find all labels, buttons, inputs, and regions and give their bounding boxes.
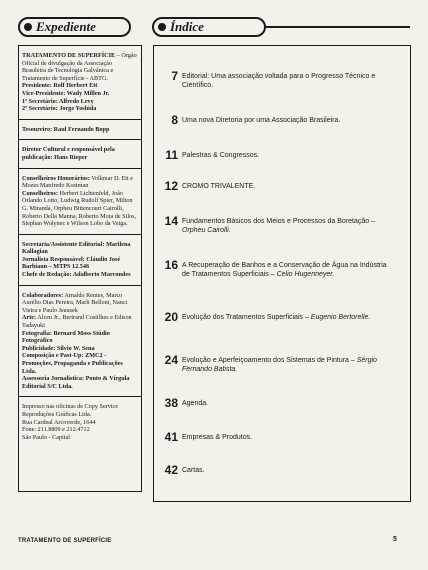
toc-title-text: Evolução e Aperfeiçoamento dos Sistemas de Pintura – xyxy=(182,357,357,364)
toc-title xyxy=(182,149,392,160)
printer-line-1: Impresso nas oficinas de Copy Service xyxy=(22,403,119,411)
toc-entry[interactable] xyxy=(158,215,392,235)
toc-page: 11 xyxy=(165,148,178,162)
art-label: Arte: xyxy=(22,314,37,322)
toc-author: Sérgio Fernando Batista. xyxy=(182,357,377,373)
printer-line-3: Rua Cardeal Arcoverde, 1644 xyxy=(22,418,96,426)
toc-title xyxy=(182,397,392,408)
toc-title-text: Evolução dos Tratamentos Superficiais – xyxy=(182,314,311,321)
toc-title xyxy=(182,70,392,90)
toc-entry[interactable] xyxy=(158,70,392,90)
toc-title xyxy=(182,431,392,442)
indice-tab xyxy=(152,17,266,37)
toc-entry[interactable] xyxy=(158,397,392,409)
toc-title xyxy=(182,354,392,374)
toc-title-text: Palestras & Congressos. xyxy=(182,152,260,159)
toc-page: 7 xyxy=(171,69,178,83)
toc-title-text: Cartas. xyxy=(182,467,205,474)
toc-entry[interactable] xyxy=(158,311,392,323)
divider xyxy=(18,168,141,169)
layout-credit: Composição e Past-Up: ZMC2 - Promoções, Propaganda e Publicações Ltda. xyxy=(22,352,123,375)
journalist: Jornalista Responsável: Cláudio José Barbiaun – MTPS 12.546 xyxy=(22,255,121,271)
toc-title xyxy=(182,311,392,322)
toc-page: 41 xyxy=(164,430,178,444)
toc-entry[interactable] xyxy=(158,149,392,161)
divider xyxy=(18,139,141,140)
toc-author: Orpheu Cairolli. xyxy=(182,227,231,234)
chief-editor: Chefe de Redação: Adalberto Marcondes xyxy=(22,271,131,279)
printer-line-5: São Paulo - Capital xyxy=(22,433,70,441)
publication-intro xyxy=(22,52,137,82)
expediente-header xyxy=(18,18,131,36)
art-names: Alceu Jr., Bertrand Costilhes e Edison Tadayuki xyxy=(22,314,132,330)
council xyxy=(22,190,137,228)
divider xyxy=(18,285,141,286)
toc-entry[interactable] xyxy=(158,259,392,279)
bullet-icon xyxy=(158,23,166,31)
toc-page: 42 xyxy=(164,463,178,477)
toc-title xyxy=(182,464,392,475)
divider xyxy=(18,234,141,235)
toc-page: 16 xyxy=(164,258,178,272)
photography: Fotografia: Bernard Moss Stúdio Fotográfico xyxy=(22,329,110,345)
toc-title-text: Empresas & Produtos. xyxy=(182,434,253,441)
toc-entry[interactable] xyxy=(158,114,392,126)
toc-entry[interactable] xyxy=(158,354,392,374)
masthead xyxy=(22,52,137,441)
toc-title xyxy=(182,180,392,191)
running-title: TRATAMENTO DE SUPERFÍCIE xyxy=(18,538,112,544)
indice-header xyxy=(154,18,410,36)
bullet-icon xyxy=(24,23,32,31)
toc-page: 24 xyxy=(164,353,178,367)
toc-entry[interactable] xyxy=(158,431,392,443)
toc-page: 12 xyxy=(164,179,178,193)
toc-title-text: Agenda. xyxy=(182,400,209,407)
toc-page: 20 xyxy=(164,310,178,324)
collaborators-label: Colaboradores: xyxy=(22,291,64,299)
divider xyxy=(18,119,141,120)
toc-title-text: Uma nova Diretoria por uma Associação Brasileira. xyxy=(182,117,341,124)
indice-heading: Índice xyxy=(170,19,204,34)
toc-author: Celio Hugenneyer. xyxy=(276,271,335,278)
honorary-council-names: Volkmar D. Ett e Mozes Manfredo Kostman xyxy=(22,174,134,190)
treasurer: Tesoureiro: Raul Fernando Bopp xyxy=(22,125,110,133)
president: Presidente: Rolf Herbert Ett xyxy=(22,82,98,90)
toc-title-text: Fundamentos Básicos dos Meios e Processos da Boretação – xyxy=(182,218,375,225)
council-label: Conselheiros: xyxy=(22,189,58,197)
expediente-tab xyxy=(18,17,131,37)
toc-title-text: Editorial: Uma associação voltada para o Progresso Técnico e Científico. xyxy=(182,73,376,89)
header-rule xyxy=(266,26,410,28)
editorial-secretary: Secretaria/Assistente Editorial: Marilena Kallagian xyxy=(22,240,131,256)
toc-page: 8 xyxy=(171,113,178,127)
toc-title xyxy=(182,259,392,279)
vice-president: Vice-Presidente: Wady Millen Jr. xyxy=(22,89,110,97)
second-secretary: 2º Secretário: Jorge Yoshida xyxy=(22,105,97,113)
honorary-council-label: Conselheiros Honorários: xyxy=(22,174,90,182)
art xyxy=(22,314,137,329)
page-number: 5 xyxy=(393,536,397,543)
publication-description: – Órgão Oficial de divulgação da Associação Brasileira de Tecnologia Galvânica e Tratamento de Superfície - ABTG. xyxy=(22,52,137,82)
divider xyxy=(18,396,141,397)
collaborators-names: Arnaldo Rentes, Marco Aurélio Dias Pereira, Marli Belloni, Nanci Vieira e Paulo Jeausek xyxy=(22,291,128,314)
toc-author: Eugenio Bertorelle. xyxy=(310,314,371,321)
publication-name: TRATAMENTO DE SUPERFÍCIE xyxy=(22,52,116,59)
printer-line-4: Fone: 211.8809 e 212.4712 xyxy=(22,426,90,434)
council-names: Herbert Lichtenfeld, João Orlando Lotto, Ludwig Rudolf Spier, Milton G. Miranda, Orpheu Bittencourt Cairolli, Roberto Della Manna, Roberto Mota de Silos, Stephan Wolynec e Wilson Lobo da Veiga. xyxy=(22,189,137,228)
collaborators xyxy=(22,292,137,315)
expediente-heading: Expediente xyxy=(36,19,96,34)
cultural-director: Diretor Cultural e responsável pela publicação: Hans Rieper xyxy=(22,146,115,161)
first-secretary: 1º Secretário: Alfredo Levy xyxy=(22,97,94,105)
toc-title xyxy=(182,114,392,125)
toc-page: 14 xyxy=(164,214,178,228)
toc-entry[interactable] xyxy=(158,180,392,192)
printer-line-2: Reproduções Gráficas Ltda. xyxy=(22,410,92,418)
toc-page: 38 xyxy=(164,396,178,410)
toc-title-text: A Recuperação de Banhos e a Conservação de Água na Indústria de Tratamentos Superficiais – xyxy=(182,262,387,278)
toc-entry[interactable] xyxy=(158,464,392,476)
toc-title-text: CROMO TRIVALENTE. xyxy=(182,183,256,190)
toc-title xyxy=(182,215,392,235)
honorary-council xyxy=(22,175,137,190)
advertising: Publicidade: Silvio W. Sena xyxy=(22,344,95,352)
press-credit: Assessoria Jornalística: Ponto & Vírgula Editorial S/C Ltda. xyxy=(22,375,130,390)
